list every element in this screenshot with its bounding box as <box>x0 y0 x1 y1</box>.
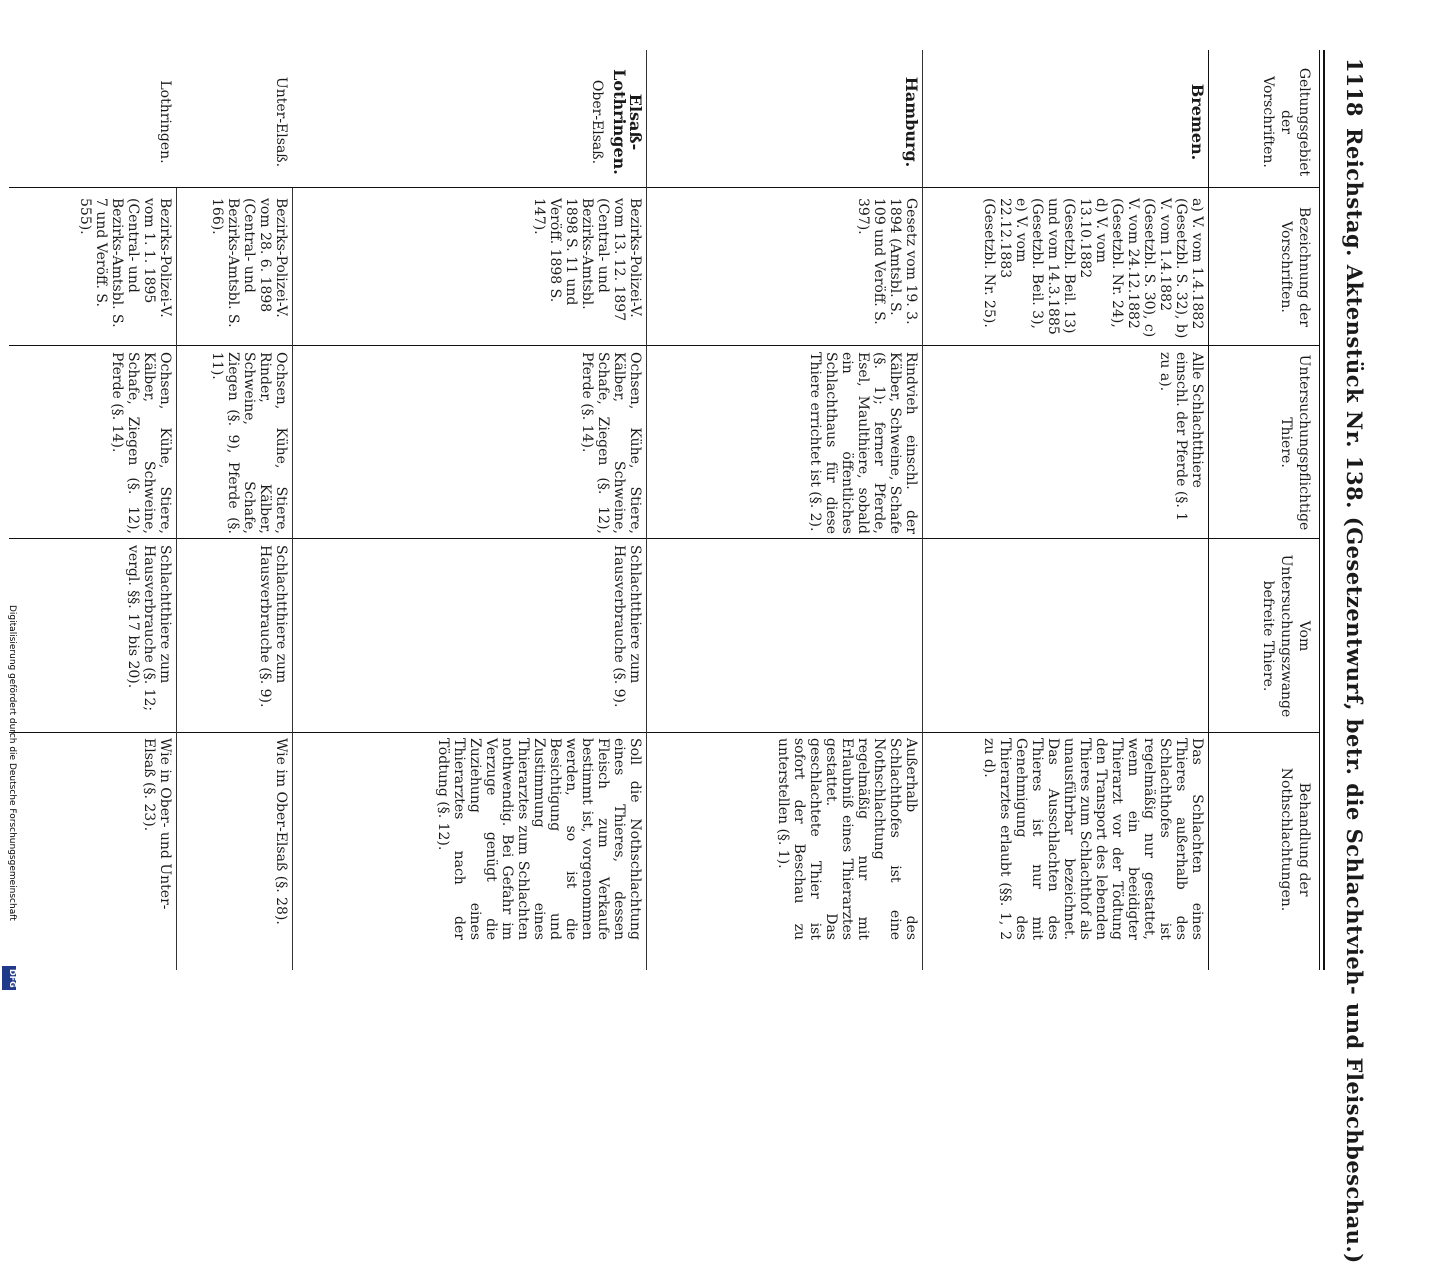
emergency-bremen: Das Schlachten eines Thieres außerhalb des Schlachthofes ist regelmäßig nur gestattet, wenn ein beeidigter Thierarzt vor der Tödtung den Transport des lebenden Thieres zum Schlachthof als unausführbar bezeichnet. Das Ausschlachten des Thieres ist nur mit Genehmigung des Thierarztes erlaubt (§§. 1, 2 zu d). <box>981 738 1205 940</box>
animals-ober-elsass: Ochsen, Kühe, Stiere, Kälber, Schweine, Schafe, Ziegen (§. 12), Pferde (§. 14). <box>579 352 643 534</box>
page-number: 1118 <box>1342 58 1367 117</box>
rotated-page <box>25 40 1395 1264</box>
row-divider <box>292 188 293 970</box>
animals-lothringen: Ochsen, Kühe, Stiere, Kälber, Schweine, Schafe, Ziegen (§. 12), Pferde (§. 14). <box>109 352 173 534</box>
column-header-rule <box>1208 50 1209 970</box>
dfg-logo: DFG <box>2 966 16 990</box>
column-divider <box>9 538 1319 539</box>
exempt-ober-elsass: Schlachtthiere zum Hausverbrauche (§. 9). <box>611 545 643 708</box>
animals-hamburg: Rindvieh einschl. der Kälber, Schweine, Schafe (§. 1); ferner Pferde, Esel, Maulthiere, sobald ein öffentliches Schlachthaus für diese Thiere errichtet ist (§. 2). <box>807 352 919 534</box>
page-header <box>1327 58 1367 1264</box>
animals-unter-elsass: Ochsen, Kühe, Stiere, Rinder, Kälber, Schweine, Schafe, Ziegen (§. 9), Pferde (§. 11). <box>209 352 289 534</box>
credit-text: Digitalisierung gefördert durch die Deutsche Forschungsgemeinschaft <box>7 605 17 921</box>
region-elsass-lothringen: Elsaß-Lothringen. <box>610 69 645 175</box>
regulation-hamburg: Gesetz vom 19. 3. 1894 (Amtsbl. S. 109 und Veröff. S. 397). <box>855 198 919 325</box>
region-bremen: Bremen. <box>1188 83 1207 161</box>
region-hamburg: Hamburg. <box>902 76 921 168</box>
subregion-lothringen: Lothringen. <box>157 80 173 164</box>
col-header-untersuchungspflichtige: Untersuchungspflichtige Thiere. <box>1278 354 1312 531</box>
row-divider <box>176 188 177 970</box>
col-header-befreite: Vom Untersuchungszwange befreite Thiere. <box>1260 554 1312 718</box>
emergency-hamburg: Außerhalb des Schlachthofes ist eine Nothschlachtung regelmäßig nur mit Erlaubniß eines Thierarztes gestattet. Das geschlachtete Thier ist sofort der Beschau zu unterstellen (§. 1). <box>775 738 919 940</box>
emergency-unter-elsass: Wie im Ober-Elsaß (§. 28). <box>273 738 289 925</box>
subregion-unter-elsass: Unter-Elsaß. <box>273 76 289 168</box>
col-header-geltungsgebiet: Geltungsgebiet der Vorschriften. <box>1260 67 1312 177</box>
header-rule-thick <box>1323 50 1325 970</box>
exempt-lothringen: Schlachtthiere zum Hausverbrauche (§. 12; vergl. §§. 17 bis 20). <box>125 545 173 712</box>
emergency-lothringen: Wie in Ober- und Unter-Elsaß (§. 23). <box>141 738 173 910</box>
exempt-unter-elsass: Schlachtthiere zum Hausverbrauche (§. 9). <box>257 545 289 708</box>
animals-bremen: Alle Schlachtthiere einschl. der Pferde (§. 1 zu a). <box>1157 352 1205 522</box>
regulation-lothringen: Bezirks-Polizei-V. vom 1. 1. 1895 (Central- und Bezirks-Amtsbl. S. 7 und Veröff. S. 555). <box>77 198 173 328</box>
col-header-nothschlachtungen: Behandlung der Nothschlachtungen. <box>1278 767 1312 912</box>
column-divider <box>9 732 1319 733</box>
subregion-ober-elsass: Ober-Elsaß. <box>589 79 605 165</box>
column-divider <box>9 345 1319 346</box>
digitization-credit <box>6 605 18 990</box>
regulation-bremen: a) V. vom 1.4.1882 (Gesetzbl. S. 32), b) V. vom 1.4.1882 (Gesetzbl. S. 30), c) V. vom 24.12.1882 (Gesetzbl. Nr. 24), d) V. vom 13.10.1882 (Gesetzbl. Beil. 13) und vom 14.3.1885 (Gesetzbl. Beil. 3), e) V. vom 22.12.1883 (Gesetzbl. Nr. 25). <box>981 198 1205 339</box>
row-divider <box>646 50 647 970</box>
regulation-unter-elsass: Bezirks-Polizei-V. vom 28. 6. 1898 (Central- und Bezirks-Amtsbl. S. 166). <box>209 198 289 328</box>
regulation-ober-elsass: Bezirks-Polizei-V. vom 13. 12. 1897 (Central- und Bezirks-Amtsbl. 1898 S. 11 und Veröff. 1898 S. 147). <box>531 198 643 322</box>
emergency-ober-elsass: Soll die Nothschlachtung eines Thieres, dessen Fleisch zum Verkaufe bestimmt ist, vorgenommen werden, so ist die Besichtigung und Zustimmung eines Thierarztes zum Schlachten nothwendig. Bei Gefahr im Verzuge genügt die Zuziehung eines Thierarztes nach der Tödtung (§. 12). <box>435 738 643 940</box>
row-divider <box>922 50 923 970</box>
col-header-bezeichnung: Bezeichnung der Vorschriften. <box>1278 207 1312 327</box>
running-title: Reichstag. Aktenstück Nr. 138. (Gesetzentwurf, betr. die Schlachtvieh- und Fleischbeschau.) <box>1342 128 1367 1264</box>
column-divider <box>9 187 1319 188</box>
header-rule-thin <box>1319 50 1320 970</box>
